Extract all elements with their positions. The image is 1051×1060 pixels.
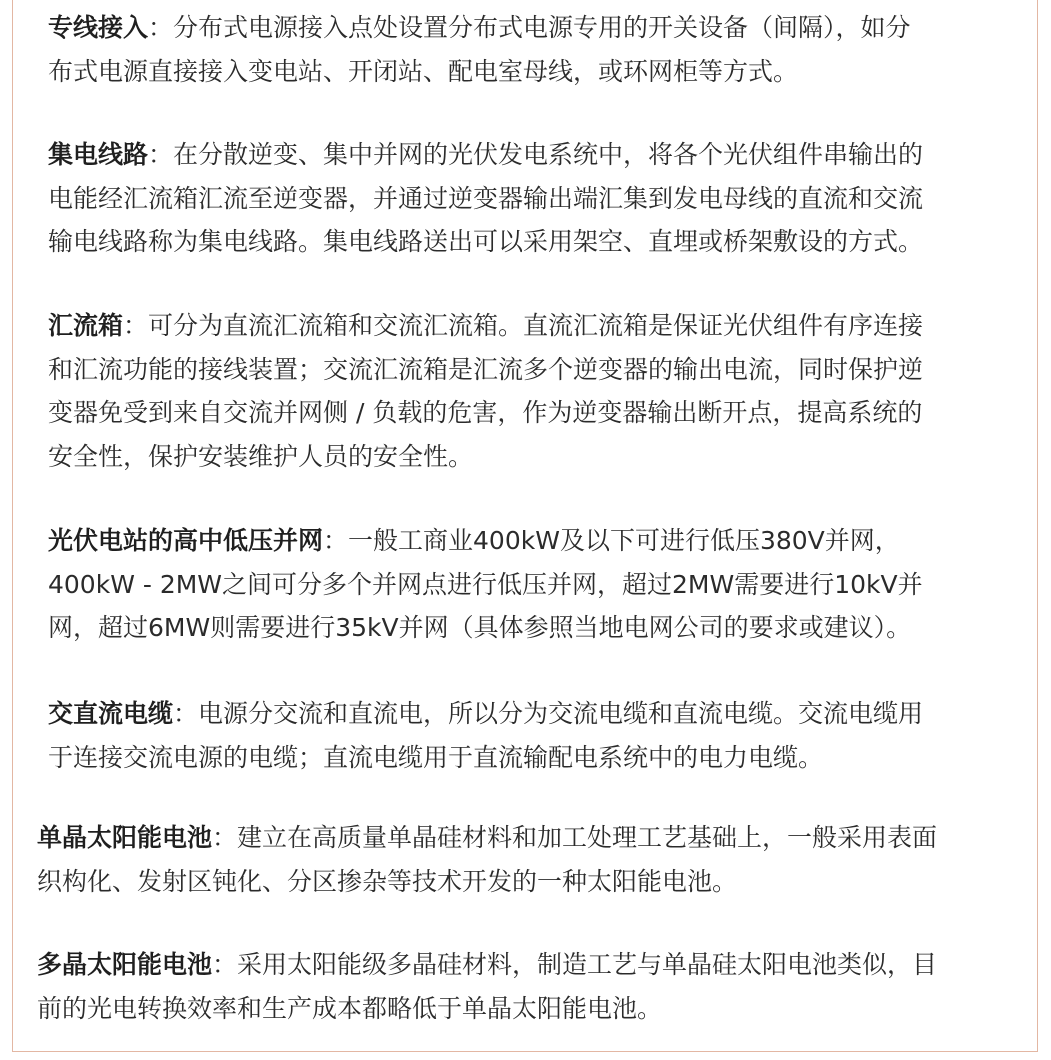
entry-text: 在分散逆变、集中并网的光伏发电系统中，将各个光伏组件串输出的 bbox=[173, 140, 924, 169]
entry-line: 布式电源直接接入变电站、开闭站、配电室母线，或环网柜等方式。 bbox=[48, 56, 799, 86]
entry-text: 电源分交流和直流电，所以分为交流电缆和直流电缆。交流电缆用 bbox=[198, 699, 924, 728]
entry-text: 一般工商业400kW及以下可进行低压380V并网， bbox=[348, 526, 900, 555]
entry-term: 多晶太阳能电池 bbox=[37, 950, 213, 979]
entry-monocrystalline-cell bbox=[37, 816, 937, 903]
entry-line bbox=[37, 943, 937, 987]
entry-text: 采用太阳能级多晶硅材料，制造工艺与单晶硅太阳电池类似，目 bbox=[237, 950, 938, 979]
entry-line bbox=[48, 133, 923, 177]
entry-text: 建立在高质量单晶硅材料和加工处理工艺基础上，一般采用表面 bbox=[237, 823, 938, 852]
entry-line bbox=[48, 6, 911, 50]
entry-term: 专线接入 bbox=[48, 13, 149, 42]
entry-line: 和汇流功能的接线装置；交流汇流箱是汇流多个逆变器的输出电流，同时保护逆 bbox=[48, 354, 924, 384]
entry-line: 变器免受到来自交流并网侧 / 负载的危害，作为逆变器输出断开点，提高系统的 bbox=[48, 398, 923, 428]
entry-colon: ： bbox=[148, 140, 174, 169]
entry-line: 安全性，保护安装维护人员的安全性。 bbox=[48, 441, 474, 471]
entry-line: 400kW - 2MW之间可分多个并网点进行低压并网，超过2MW需要进行10kV并 bbox=[48, 569, 923, 599]
entry-colon: ： bbox=[212, 823, 238, 852]
entry-line: 电能经汇流箱汇流至逆变器，并通过逆变器输出端汇集到发电母线的直流和交流 bbox=[48, 183, 924, 213]
entry-colon: ： bbox=[148, 13, 174, 42]
entry-term: 汇流箱 bbox=[48, 311, 124, 340]
entry-line: 于连接交流电源的电缆；直流电缆用于直流输配电系统中的电力电缆。 bbox=[48, 742, 824, 772]
entry-term: 集电线路 bbox=[48, 140, 149, 169]
entry-colon: ： bbox=[212, 950, 238, 979]
entry-dedicated-line-access bbox=[48, 6, 911, 93]
entry-term: 交直流电缆 bbox=[48, 699, 174, 728]
entry-line: 前的光电转换效率和生产成本都略低于单晶太阳能电池。 bbox=[37, 993, 663, 1023]
entry-grid-connection bbox=[48, 519, 923, 650]
entry-line: 输电线路称为集电线路。集电线路送出可以采用架空、直埋或桥架敷设的方式。 bbox=[48, 227, 924, 257]
entry-line: 织构化、发射区钝化、分区掺杂等技术开发的一种太阳能电池。 bbox=[37, 866, 738, 896]
entry-text: 可分为直流汇流箱和交流汇流箱。直流汇流箱是保证光伏组件有序连接 bbox=[148, 311, 924, 340]
entry-line bbox=[48, 519, 923, 563]
entry-collector-line bbox=[48, 133, 923, 264]
entry-line bbox=[48, 692, 923, 736]
entry-ac-dc-cable bbox=[48, 692, 923, 779]
entry-line bbox=[37, 816, 937, 860]
entry-colon: ： bbox=[123, 311, 149, 340]
entry-line: 网，超过6MW则需要进行35kV并网（具体参照当地电网公司的要求或建议）。 bbox=[48, 613, 912, 643]
entry-text: 分布式电源接入点处设置分布式电源专用的开关设备（间隔），如分 bbox=[173, 13, 911, 42]
entry-term: 单晶太阳能电池 bbox=[37, 823, 213, 852]
entry-polycrystalline-cell bbox=[37, 943, 937, 1030]
entry-term: 光伏电站的高中低压并网 bbox=[48, 526, 324, 555]
entry-colon: ： bbox=[323, 526, 349, 555]
entry-combiner-box bbox=[48, 304, 923, 478]
entry-line bbox=[48, 304, 923, 348]
entry-colon: ： bbox=[173, 699, 199, 728]
